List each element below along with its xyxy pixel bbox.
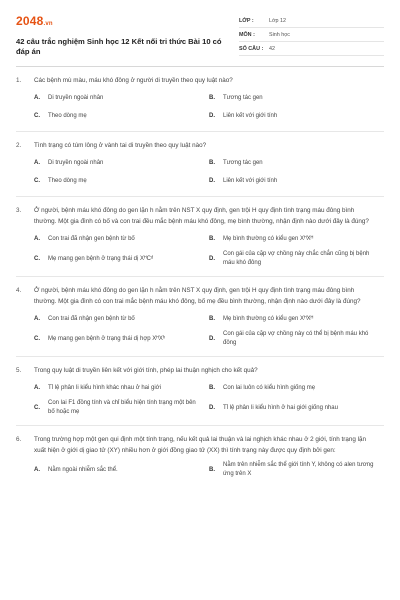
logo-suffix: .vn <box>43 21 53 27</box>
option-a[interactable] <box>34 381 209 395</box>
option-letter: C. <box>34 177 40 184</box>
question-text: Trong trường hợp một gen qui định một tính trạng, nếu kết quả lai thuận và lai nghịch khác nhau ở 2 giới, tính trạng lặn xuất hiện ở giới dị giao tử (XY) nhiều hơn ở giới đồng giao tử (XX) thì tính trạng này được quy định bởi gen: <box>34 436 367 454</box>
option-text: Theo dòng mẹ <box>48 112 87 119</box>
meta-value: Sinh học <box>269 31 290 38</box>
meta-key: LỚP : <box>239 17 254 24</box>
option-a[interactable] <box>34 461 209 479</box>
question-2 <box>16 132 384 197</box>
meta-row-count <box>239 42 384 56</box>
question-number: 4. <box>16 287 22 294</box>
options <box>16 91 384 123</box>
option-letter: C. <box>34 255 40 262</box>
question-text: Ở người, bệnh máu khó đông do gen lặn h nằm trên NST X quy định, gen trội H quy định tình trạng máu đông bình thường. Một gia đình có bố và con trai đều mắc bệnh máu khó đông, mẹ bình thường, nhận định nào dưới đây là đúng? <box>34 207 369 225</box>
question-stem <box>16 365 384 376</box>
option-d[interactable] <box>209 174 384 188</box>
option-letter: B. <box>209 466 215 473</box>
option-d[interactable] <box>209 399 384 417</box>
option-letter: A. <box>34 466 40 473</box>
option-text: Nằm ngoài nhiễm sắc thể. <box>48 466 118 473</box>
question-6 <box>16 426 384 487</box>
logo-text: 2048 <box>16 14 44 28</box>
option-a[interactable] <box>34 232 209 246</box>
meta-row-subject <box>239 28 384 42</box>
option-text: Con gái của cặp vợ chồng này chắc chắn cũng bị bệnh máu khó đông <box>223 251 370 266</box>
option-letter: D. <box>209 177 215 184</box>
option-b[interactable] <box>209 91 384 105</box>
option-letter: B. <box>209 235 215 242</box>
option-b[interactable] <box>209 232 384 246</box>
question-5 <box>16 357 384 426</box>
option-c[interactable] <box>34 399 209 417</box>
option-letter: C. <box>34 404 40 411</box>
question-number: 1. <box>16 77 22 84</box>
option-letter: A. <box>34 384 40 391</box>
question-stem <box>16 205 384 227</box>
question-3 <box>16 197 384 277</box>
question-text: Các bệnh mù màu, máu khó đông ở người di truyền theo quy luật nào? <box>34 77 233 84</box>
question-stem <box>16 285 384 307</box>
site-logo[interactable] <box>16 14 236 28</box>
header <box>0 0 400 62</box>
options <box>16 312 384 348</box>
meta-value: 42 <box>269 45 275 52</box>
option-c[interactable] <box>34 330 209 348</box>
option-letter: C. <box>34 112 40 119</box>
option-letter: B. <box>209 94 215 101</box>
option-letter: B. <box>209 384 215 391</box>
meta-key: SỐ CÂU : <box>239 45 264 52</box>
meta-value: Lớp 12 <box>269 17 287 24</box>
question-number: 5. <box>16 367 22 374</box>
option-text: Mẹ mang gen bệnh ở trạng thái dị XᴴCᵈ <box>48 255 154 262</box>
option-letter: C. <box>34 335 40 342</box>
option-letter: B. <box>209 159 215 166</box>
option-letter: B. <box>209 315 215 322</box>
option-b[interactable] <box>209 312 384 326</box>
question-text: Ở người, bệnh máu khó đông do gen lặn h nằm trên NST X quy định, gen trội H quy định tình trạng máu đông bình thường. Một gia đình có con trai mắc bệnh máu khó đông, bố mẹ đều bình thường, nhận định nào dưới đây là đúng? <box>34 287 361 305</box>
option-b[interactable] <box>209 156 384 170</box>
option-a[interactable] <box>34 91 209 105</box>
option-text: Nằm trên nhiễm sắc thể giới tính Y, không có alen tương ứng trên X <box>223 462 374 477</box>
option-text: Mẹ mang gen bệnh ở trạng thái dị hợp XᴴXʰ <box>48 335 166 342</box>
option-letter: A. <box>34 159 40 166</box>
option-text: Con trai đã nhận gen bệnh từ bố <box>48 315 135 322</box>
meta-table <box>239 14 384 62</box>
question-stem <box>16 140 384 151</box>
question-stem <box>16 75 384 86</box>
option-letter: A. <box>34 94 40 101</box>
option-c[interactable] <box>34 250 209 268</box>
option-d[interactable] <box>209 250 384 268</box>
option-letter: D. <box>209 404 215 411</box>
option-text: Tương tác gen <box>223 159 263 166</box>
question-4 <box>16 277 384 357</box>
option-text: Mẹ bình thường có kiểu gen XᴴXᴴ <box>223 235 314 242</box>
question-text: Tình trạng có túm lông ở vành tai di truyền theo quy luật nào? <box>34 142 207 149</box>
options <box>16 461 384 479</box>
option-text: Di truyền ngoài nhân <box>48 159 104 166</box>
option-c[interactable] <box>34 174 209 188</box>
meta-key: MÔN : <box>239 31 255 38</box>
option-text: Tỉ lệ phân li kiểu hình khác nhau ở hai giới <box>48 384 161 391</box>
option-d[interactable] <box>209 330 384 348</box>
options <box>16 381 384 417</box>
question-text: Trong quy luật di truyền liên kết với giới tính, phép lai thuận nghịch cho kết quả? <box>34 367 258 374</box>
document-title: 42 câu trắc nghiệm Sinh học 12 Kết nối tri thức Bài 10 có đáp án <box>16 37 222 56</box>
options <box>16 232 384 268</box>
header-left <box>16 14 236 62</box>
question-list <box>0 67 400 487</box>
question-number: 6. <box>16 436 22 443</box>
option-a[interactable] <box>34 156 209 170</box>
option-text: Theo dòng mẹ <box>48 177 87 184</box>
option-d[interactable] <box>209 109 384 123</box>
option-text: Con lai luôn có kiểu hình giống mẹ <box>223 384 316 391</box>
option-letter: A. <box>34 235 40 242</box>
question-number: 2. <box>16 142 22 149</box>
option-text: Liên kết với giới tính <box>223 112 278 119</box>
option-letter: D. <box>209 335 215 342</box>
option-c[interactable] <box>34 109 209 123</box>
question-number: 3. <box>16 207 22 214</box>
option-text: Liên kết với giới tính <box>223 177 278 184</box>
option-text: Con lai F1 đồng tính và chỉ biểu hiện tính trạng một bên bố hoặc mẹ <box>48 400 196 415</box>
option-letter: D. <box>209 112 215 119</box>
option-text: Mẹ bình thường có kiểu gen XᴴXᴴ <box>223 315 314 322</box>
meta-row-class <box>239 14 384 28</box>
option-letter: D. <box>209 255 215 262</box>
option-text: Tỉ lệ phân li kiểu hình ở hai giới giống nhau <box>223 404 338 411</box>
option-text: Con gái của cặp vợ chồng này có thể bị bệnh máu khó đông <box>223 331 369 346</box>
option-text: Tương tác gen <box>223 94 263 101</box>
option-text: Con trai đã nhận gen bệnh từ bố <box>48 235 135 242</box>
question-stem <box>16 434 384 456</box>
options <box>16 156 384 188</box>
option-a[interactable] <box>34 312 209 326</box>
option-b[interactable] <box>209 461 384 479</box>
question-1 <box>16 67 384 132</box>
option-text: Di truyền ngoài nhân <box>48 94 104 101</box>
option-letter: A. <box>34 315 40 322</box>
option-b[interactable] <box>209 381 384 395</box>
